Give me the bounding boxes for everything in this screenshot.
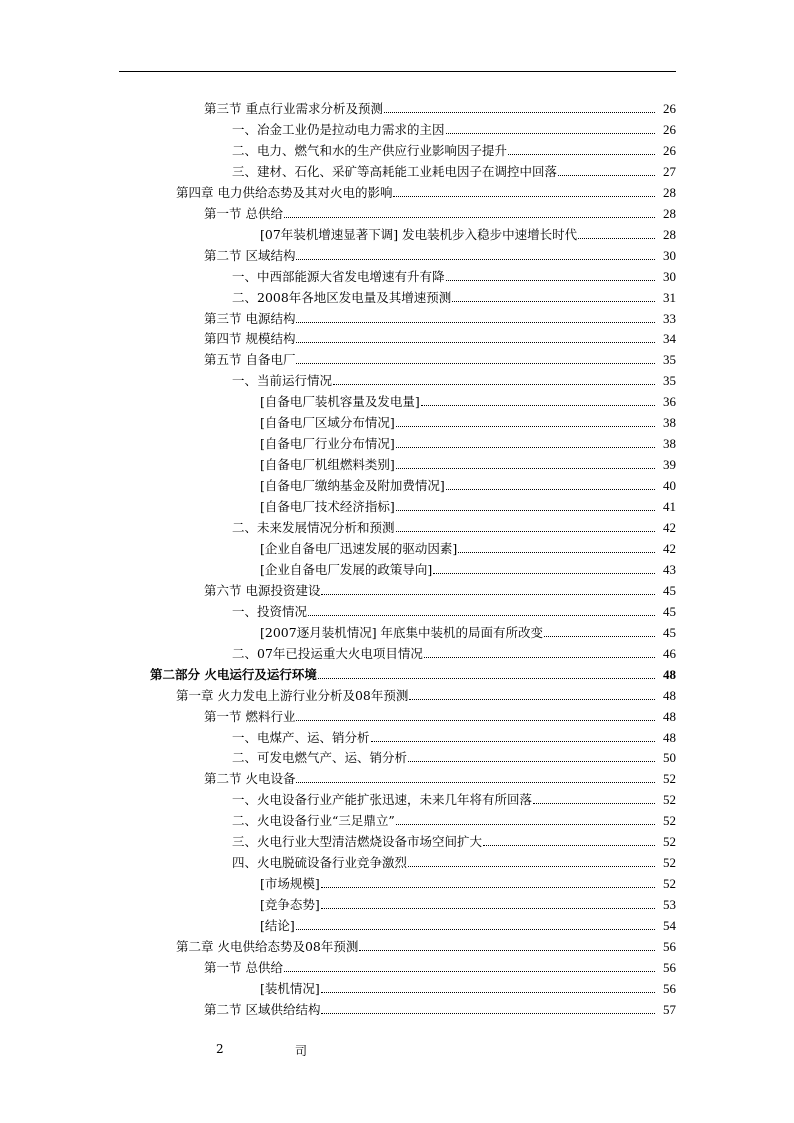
toc-entry[interactable]: [204, 767, 676, 787]
toc-entry-title: 二、2008年各地区发电量及其增速预测: [232, 289, 452, 305]
toc-dot-leader: [284, 217, 655, 218]
toc-dot-leader: [446, 280, 655, 281]
toc-entry-page: 28: [663, 226, 676, 242]
toc-entry-page: 36: [663, 394, 676, 410]
toc-entry-page: 50: [663, 750, 676, 766]
toc-dot-leader: [371, 741, 655, 742]
toc-entry-page: 26: [663, 121, 676, 137]
toc-entry-title: 一、当前运行情况: [232, 373, 333, 389]
toc-entry[interactable]: [204, 307, 676, 327]
toc-entry-page: 52: [663, 771, 676, 787]
toc-entry-title: 二、电力、燃气和水的生产供应行业影响因子提升: [232, 142, 508, 158]
toc-entry-page: 27: [663, 163, 676, 179]
toc-entry-page: 48: [663, 666, 676, 682]
toc-entry-title: 第一章 火力发电上游行业分析及08年预测: [176, 687, 409, 703]
toc-entry[interactable]: [260, 537, 676, 557]
toc-entry-title: 一、冶金工业仍是拉动电力需求的主因: [232, 121, 445, 137]
toc-entry-page: 48: [663, 708, 676, 724]
footer-text: 司: [295, 1044, 308, 1058]
toc-entry[interactable]: [232, 809, 676, 829]
toc-entry-page: 48: [663, 687, 676, 703]
toc-dot-leader: [396, 824, 655, 825]
toc-entry-page: 52: [663, 855, 676, 871]
toc-entry-title: 第二节 火电设备: [204, 771, 296, 787]
toc-entry[interactable]: [260, 474, 676, 494]
toc-entry-page: 52: [663, 813, 676, 829]
toc-dot-leader: [396, 510, 655, 511]
toc-entry[interactable]: [260, 558, 676, 578]
toc-entry-page: 56: [663, 959, 676, 975]
toc-entry-title: 第三节 电源结构: [204, 310, 296, 326]
toc-dot-leader: [408, 761, 655, 762]
toc-dot-leader: [544, 636, 655, 637]
toc-entry[interactable]: [204, 244, 676, 264]
toc-entry-page: 52: [663, 876, 676, 892]
toc-dot-leader: [296, 342, 655, 343]
toc-entry[interactable]: [232, 286, 676, 306]
toc-entry[interactable]: [204, 348, 676, 368]
toc-entry-page: 52: [663, 834, 676, 850]
toc-dot-leader: [321, 992, 655, 993]
toc-entry-title: [装机情况]: [260, 980, 320, 996]
toc-dot-leader: [508, 154, 655, 155]
toc-entry-title: [自备电厂区域分布情况]: [260, 415, 395, 431]
toc-dot-leader: [296, 782, 655, 783]
toc-entry-title: 二、可发电燃气产、运、销分析: [232, 750, 408, 766]
toc-entry[interactable]: [204, 579, 676, 599]
toc-dot-leader: [452, 301, 655, 302]
toc-entry-title: 三、建材、石化、采矿等高耗能工业耗电因子在调控中回落: [232, 163, 558, 179]
toc-entry-title: 第一节 总供给: [204, 959, 283, 975]
toc-entry[interactable]: [260, 223, 676, 243]
toc-dot-leader: [296, 363, 655, 364]
toc-entry-title: [自备电厂缴纳基金及附加费情况]: [260, 478, 445, 494]
toc-entry-title: 第四章 电力供给态势及其对火电的影响: [176, 184, 393, 200]
footer-page-number: 2: [216, 1042, 224, 1056]
toc-entry[interactable]: [176, 181, 676, 201]
toc-entry[interactable]: [260, 390, 676, 410]
toc-dot-leader: [421, 405, 655, 406]
toc-entry[interactable]: [260, 411, 676, 431]
toc-dot-leader: [308, 615, 655, 616]
toc-entry-page: 35: [663, 373, 676, 389]
toc-entry[interactable]: [260, 453, 676, 473]
toc-dot-leader: [384, 112, 655, 113]
toc-entry[interactable]: [150, 663, 676, 683]
toc-dot-leader: [446, 489, 655, 490]
toc-dot-leader: [424, 657, 655, 658]
toc-entry-title: 第二节 区域结构: [204, 247, 296, 263]
toc-entry-title: [自备电厂装机容量及发电量]: [260, 394, 420, 410]
toc-dot-leader: [321, 1013, 655, 1014]
toc-dot-leader: [296, 259, 655, 260]
toc-entry-title: 一、中西部能源大省发电增速有升有降: [232, 268, 445, 284]
toc-entry[interactable]: [204, 998, 676, 1018]
toc-entry-title: [市场规模]: [260, 876, 320, 892]
toc-dot-leader: [296, 720, 655, 721]
toc-entry-title: 第二部分 火电运行及运行环境: [150, 666, 317, 682]
toc-entry-title: 一、投资情况: [232, 603, 308, 619]
toc-entry[interactable]: [204, 956, 676, 976]
toc-entry[interactable]: [232, 265, 676, 285]
toc-entry[interactable]: [232, 516, 676, 536]
toc-entry-page: 34: [663, 331, 676, 347]
toc-entry-page: 46: [663, 645, 676, 661]
header-rule: [119, 71, 676, 72]
toc-dot-leader: [396, 447, 655, 448]
toc-entry-title: 二、07年已投运重大火电项目情况: [232, 645, 423, 661]
toc-dot-leader: [318, 678, 655, 679]
toc-entry-title: 二、火电设备行业“三足鼎立”: [232, 813, 395, 829]
toc-entry[interactable]: [232, 788, 676, 808]
toc-entry-title: [自备电厂行业分布情况]: [260, 436, 395, 452]
toc-dot-leader: [396, 468, 655, 469]
toc-entry[interactable]: [232, 600, 676, 620]
toc-entry[interactable]: [232, 830, 676, 850]
toc-entry-title: 一、电煤产、运、销分析: [232, 729, 370, 745]
toc-entry-title: 第三节 重点行业需求分析及预测: [204, 101, 383, 116]
toc-entry-page: 35: [663, 352, 676, 368]
toc-entry-page: 53: [663, 897, 676, 913]
toc-entry-page: 45: [663, 603, 676, 619]
toc-entry-title: 第一节 燃料行业: [204, 708, 296, 724]
toc-entry-title: [2007逐月装机情况] 年底集中装机的局面有所改变: [260, 624, 544, 640]
toc-entry-page: 28: [663, 205, 676, 221]
toc-entry-page: 57: [663, 1001, 676, 1017]
toc-dot-leader: [333, 384, 655, 385]
toc-dot-leader: [558, 175, 655, 176]
toc-entry-page: 38: [663, 415, 676, 431]
toc-entry-title: [结论]: [260, 918, 295, 934]
toc-entry-title: 第二节 区域供给结构: [204, 1001, 321, 1017]
toc-entry-page: 41: [663, 499, 676, 515]
toc-entry-page: 30: [663, 247, 676, 263]
toc-entry[interactable]: [260, 977, 676, 997]
toc-entry-title: [企业自备电厂发展的政策导向]: [260, 561, 433, 577]
toc-dot-leader: [458, 552, 655, 553]
toc-entry-title: [企业自备电厂迅速发展的驱动因素]: [260, 540, 458, 556]
toc-entry-title: 第四节 规模结构: [204, 331, 296, 347]
toc-entry-page: 48: [663, 729, 676, 745]
toc-entry-page: 26: [663, 142, 676, 158]
toc-dot-leader: [321, 887, 655, 888]
toc-entry[interactable]: [260, 914, 676, 934]
toc-dot-leader: [409, 699, 655, 700]
toc-entry-page: 30: [663, 268, 676, 284]
toc-entry-page: 56: [663, 939, 676, 954]
toc-dot-leader: [396, 531, 655, 532]
toc-entry-page: 39: [663, 457, 676, 473]
toc-entry[interactable]: [204, 327, 676, 347]
toc-dot-leader: [433, 573, 655, 574]
toc-entry-title: 一、火电设备行业产能扩张迅速，未来几年将有所回落: [232, 792, 533, 808]
toc-entry-page: 40: [663, 478, 676, 494]
toc-entry-title: [竞争态势]: [260, 897, 320, 913]
toc-entry[interactable]: [204, 97, 676, 117]
toc-dot-leader: [284, 971, 655, 972]
toc-entry[interactable]: [204, 202, 676, 222]
toc-entry[interactable]: [260, 872, 676, 892]
toc-entry-title: 第二章 火电供给态势及08年预测: [176, 939, 359, 954]
toc-entry-page: 54: [663, 918, 676, 934]
toc-entry-title: 第六节 电源投资建设: [204, 582, 321, 598]
toc-entry-title: 二、未来发展情况分析和预测: [232, 520, 395, 535]
toc-dot-leader: [533, 803, 655, 804]
toc-entry[interactable]: [260, 495, 676, 515]
toc-entry-title: 第五节 自备电厂: [204, 352, 296, 368]
toc-entry-page: 33: [663, 310, 676, 326]
toc-entry[interactable]: [232, 642, 676, 662]
toc-entry-page: 52: [663, 792, 676, 808]
toc-entry-page: 28: [663, 184, 676, 200]
toc-dot-leader: [359, 950, 655, 951]
toc-entry-page: 56: [663, 980, 676, 996]
toc-dot-leader: [578, 238, 655, 239]
toc-entry[interactable]: [260, 432, 676, 452]
toc-dot-leader: [393, 196, 655, 197]
toc-entry-page: 45: [663, 624, 676, 640]
toc-dot-leader: [483, 845, 655, 846]
toc-dot-leader: [296, 322, 655, 323]
toc-entry[interactable]: [232, 118, 676, 138]
toc-dot-leader: [408, 866, 655, 867]
toc-entry-title: 三、火电行业大型清洁燃烧设备市场空间扩大: [232, 834, 483, 850]
toc-entry-title: [07年装机增速显著下调] 发电装机步入稳步中速增长时代: [260, 226, 578, 242]
toc-entry-title: 四、火电脱硫设备行业竞争激烈: [232, 855, 408, 871]
toc-entry[interactable]: [204, 705, 676, 725]
toc-dot-leader: [446, 133, 655, 134]
toc-entry-page: 31: [663, 289, 676, 305]
toc-entry[interactable]: [260, 893, 676, 913]
toc-entry-title: [自备电厂机组燃料类别]: [260, 457, 395, 473]
toc-dot-leader: [396, 426, 655, 427]
toc-entry-page: 42: [663, 520, 676, 535]
toc-entry-page: 45: [663, 582, 676, 598]
toc-dot-leader: [321, 594, 655, 595]
toc-entry[interactable]: [176, 684, 676, 704]
toc-entry-title: 第一节 总供给: [204, 205, 283, 221]
toc-entry[interactable]: [232, 726, 676, 746]
toc-entry-page: 26: [663, 101, 676, 116]
toc-entry[interactable]: [260, 621, 676, 641]
toc-entry-page: 42: [663, 540, 676, 556]
toc-entry[interactable]: [232, 160, 676, 180]
toc-entry[interactable]: [232, 851, 676, 871]
toc-entry-title: [自备电厂技术经济指标]: [260, 499, 395, 515]
toc-entry-page: 43: [663, 561, 676, 577]
toc-dot-leader: [321, 908, 655, 909]
toc-entry[interactable]: [232, 746, 676, 766]
toc-entry-page: 38: [663, 436, 676, 452]
toc-entry[interactable]: [232, 369, 676, 389]
toc-dot-leader: [296, 929, 655, 930]
toc-entry[interactable]: [232, 139, 676, 159]
toc-entry[interactable]: [176, 935, 676, 955]
